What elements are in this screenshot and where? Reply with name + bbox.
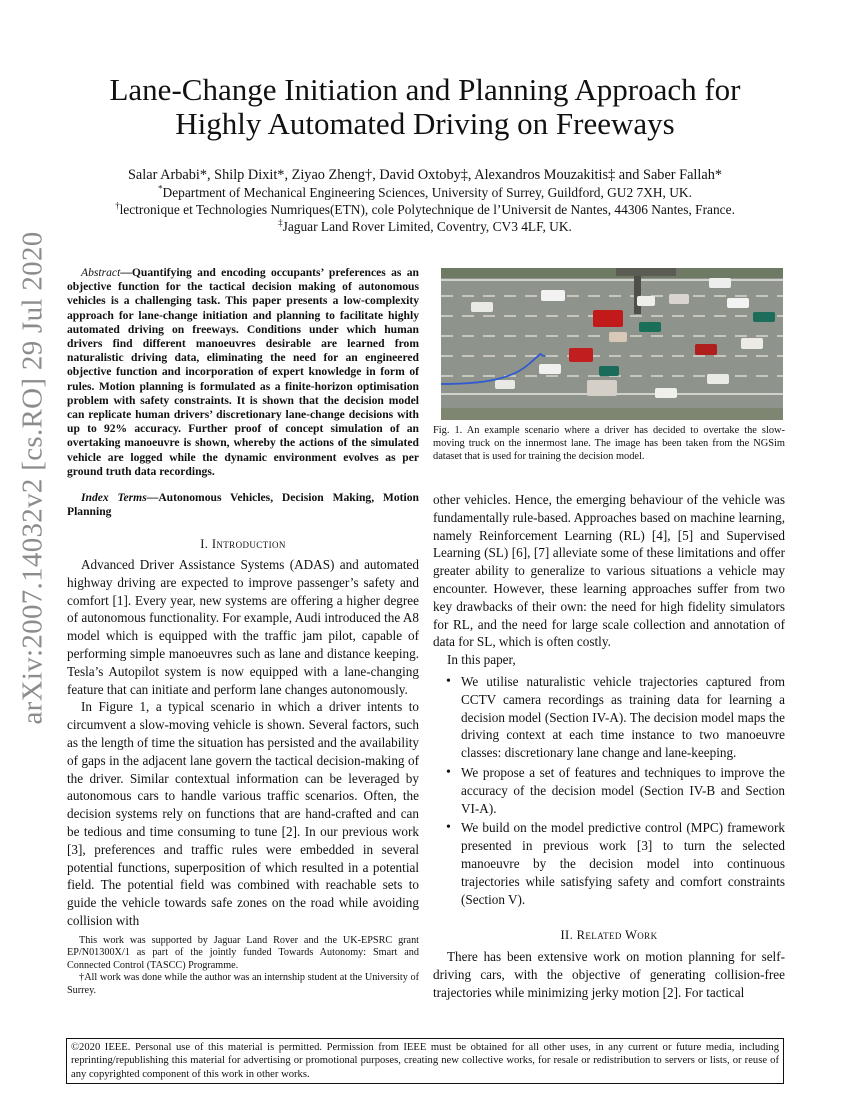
- index-terms-text: —Autonomous Vehicles, Decision Making, Motion Planning: [67, 491, 419, 519]
- contribution-item: • We build on the model predictive control (MPC) framework presented in previous work [3] to turn the selected manoeuvre by the decision model into continuous trajectories while satisfying safety and comfort constraints (Section V).: [433, 819, 785, 908]
- arxiv-stamp: [14, 230, 52, 725]
- right-paragraph-2: In this paper,: [447, 652, 516, 668]
- abstract: [67, 266, 419, 479]
- introduction-body: [67, 556, 419, 930]
- arxiv-stamp-text: arXiv:2007.14032v2 [cs.RO] 29 Jul 2020: [16, 230, 49, 725]
- footnote-internship: †All work was done while the author was an internship student at the University of Surrey.: [67, 972, 419, 996]
- title-line-1: Lane-Change Initiation and Planning Approach for: [109, 72, 741, 107]
- figure-1-traffic-image: [441, 268, 783, 420]
- affiliation-1-text: Department of Mechanical Engineering Sciences, University of Surrey, Guildford, GU2 7XH, UK.: [162, 185, 692, 200]
- right-paragraph-1: other vehicles. Hence, the emerging behaviour of the vehicle was fundamentally rule-based. Approaches based on machine learning, namely Reinforcement Learning (RL) [4], [5] and Supervised Learning (SL) [6], [7] alleviate some of these limitations and offer greater ability to generalize to various situations a vehicle may encounter. However, these learning approaches suffer from two key drawbacks of their own: the need for high fidelity simulators for RL, and the need for large scale collection and annotation of data for SL, which is often costly.: [433, 492, 785, 650]
- index-terms: [67, 491, 419, 519]
- affiliation-1: [60, 184, 790, 201]
- paper-title: [60, 73, 790, 141]
- related-work-body: [433, 948, 785, 1001]
- intro-paragraph-2: In Figure 1, a typical scenario in which a driver intents to circumvent a slow-moving vehicle is shown. Several factors, such as the length of time the situation has persisted and the availability of gaps in the adjacent lane govern the tactical decision-making of the driver. Similar contextual information can be leveraged by autonomous cars to handle various traffic scenarios. Often, the decision systems rely on functions that are hand-crafted and can be tedious and time consuming to tune [2]. In our previous work [3], preferences and traffic rules were embedded in several potential functions, superposition of which resulted in a potential field. The potential field was combined with reachable sets to guide the vehicle towards safe zones on the road while avoiding collision with: [67, 699, 419, 928]
- copyright-notice: ©2020 IEEE. Personal use of this material is permitted. Permission from IEEE must be obtained for all other uses, in any current or future media, including reprinting/republishing this material for advertising or promotional purposes, creating new collective works, for resale or redistribution to servers or lists, or reuse of any copyrighted component of this work in other works.: [66, 1038, 784, 1084]
- abstract-label: Abstract: [81, 266, 121, 279]
- affiliation-2: [60, 201, 790, 218]
- affiliation-mark: ‡: [278, 217, 283, 228]
- footnotes: [67, 935, 419, 997]
- index-terms-label: Index Terms: [81, 491, 147, 504]
- author-list: Salar Arbabi*, Shilp Dixit*, Ziyao Zheng†, David Oxtoby‡, Alexandros Mouzakitis‡ and Saber Fallah*: [127, 167, 723, 183]
- title-line-2: Highly Automated Driving on Freeways: [175, 106, 675, 141]
- affiliation-mark: †: [115, 200, 120, 211]
- affiliation-3: [60, 218, 790, 235]
- right-column-body: [433, 491, 785, 910]
- contribution-item: • We utilise naturalistic vehicle trajectories captured from CCTV camera recordings as training data for learning a decision model (Section IV-A). The decision model maps the driving context at each time instance to two manoeuvre classes: discretionary lane change and lane-keeping.: [433, 673, 785, 762]
- affiliation-2-text: lectronique et Technologies Numriques(ETN), cole Polytechnique de l’Universit de Nantes, 44306 Nantes, France.: [119, 202, 735, 217]
- footnote-funding: This work was supported by Jaguar Land Rover and the UK-EPSRC grant EP/N01300X/1 as part of the jointly funded Towards Autonomy: Smart and Connected Control (TASCC) Programme.: [67, 935, 419, 971]
- abstract-text: —Quantifying and encoding occupants’ preferences as an objective function for the tactical decision making of autonomous vehicles is a challenging task. This paper presents a low-complexity approach for lane-change initiation and planning to facilitate highly automated driving on freeways. Conditions under which human drivers find different manoeuvres desirable are learned from naturalistic driving data, eliminating the need for an engineered objective function and incorporation of expert knowledge in form of rules. Motion planning is formulated as a finite-horizon optimisation problem with safety constraints. It is shown that the decision model can replicate human drivers’ discretionary lane-change decisions with up to 92% accuracy. Further proof of concept simulation of an overtaking manoeuvre is shown, whereby the actions of the simulated vehicle are logged while the dynamic environment evolves as per ground truth data recordings.: [67, 266, 419, 478]
- related-paragraph-1: There has been extensive work on motion planning for self-driving cars, with the objective of generating collision-free trajectories while minimizing jerky motion [2]. For tactical: [433, 949, 785, 1000]
- traffic-scene-illustration: [441, 268, 783, 420]
- contributions-list: [433, 673, 785, 908]
- section-heading-related-work: II. Related Work: [560, 928, 658, 942]
- affiliation-3-text: Jaguar Land Rover Limited, Coventry, CV3 4LF, UK.: [282, 219, 572, 234]
- contribution-item: • We propose a set of features and techniques to improve the accuracy of the decision model (Section IV-B and Section VI-A).: [433, 764, 785, 817]
- intro-paragraph-1: Advanced Driver Assistance Systems (ADAS) and automated highway driving are expected to improve passenger’s safety and comfort [1]. Every year, new systems are offering a higher degree of autonomous functionality. For example, Audi introduced the A8 model which is equipped with the traffic jam pilot, capable of performing simple manoeuvres such as lane and distance keeping. Tesla’s Autopilot system is now equipped with a lane-changing feature that can initiate and perform lane changes autonomously.: [67, 557, 419, 697]
- affiliation-mark: *: [158, 183, 163, 194]
- section-heading-introduction: I. Introduction: [200, 537, 286, 551]
- figure-1-caption: Fig. 1. An example scenario where a driver has decided to overtake the slow-moving truck on the innermost lane. The image has been taken from the NGSim dataset that is used for training the decision model.: [433, 425, 785, 462]
